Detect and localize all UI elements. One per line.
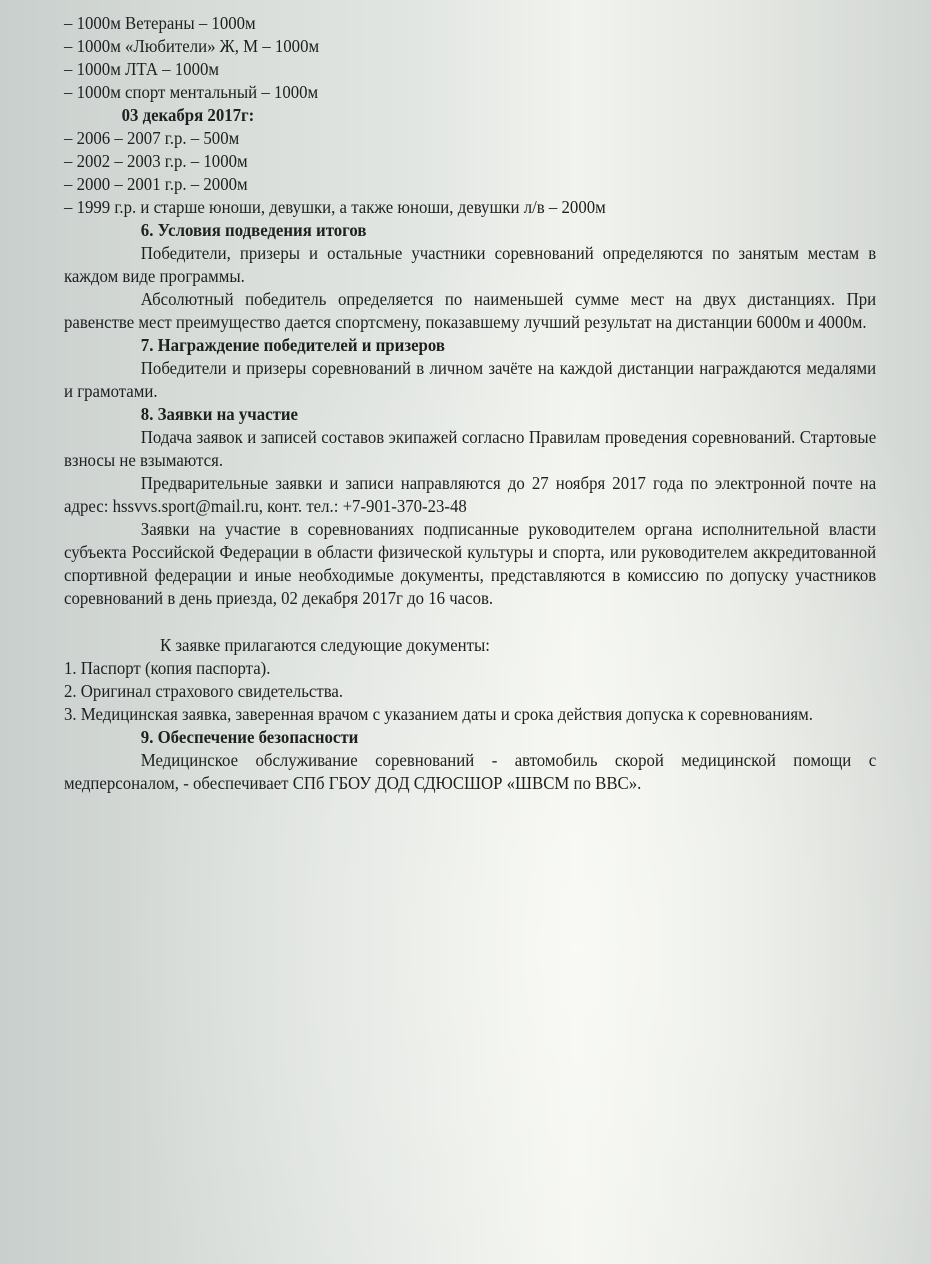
date-heading: 03 декабря 2017г: xyxy=(121,105,255,125)
paragraph: Предварительные заявки и записи направляются до 27 ноября 2017 года по электронной почте на адрес: hssvvs.sport@mail.ru, конт. тел.: +7-901-370-23-48 xyxy=(64,473,877,516)
distance-list-dec02 xyxy=(64,12,876,104)
document-item: 2. Оригинал страхового свидетельства. xyxy=(64,681,344,701)
distance-item: – 1000м Ветераны – 1000м xyxy=(64,13,256,33)
documents-list xyxy=(64,657,876,726)
paragraph: Абсолютный победитель определяется по наименьшей сумме мест на двух дистанциях. При равенстве мест преимущество дается спортсмену, показавшему лучший результат на дистанции 6000м и 4000м. xyxy=(64,289,877,332)
section-results xyxy=(64,219,876,334)
paragraph: Медицинское обслуживание соревнований - автомобиль скорой медицинской помощи с медперсоналом, - обеспечивает СПб ГБОУ ДОД СДЮСШОР «ШВСМ по ВВС». xyxy=(64,750,877,793)
section-applications xyxy=(64,403,876,726)
distance-item: – 1000м спорт ментальный – 1000м xyxy=(64,82,319,102)
section-safety xyxy=(64,726,876,795)
distance-item: – 1000м «Любители» Ж, М – 1000м xyxy=(64,36,320,56)
paragraph: Заявки на участие в соревнованиях подписанные руководителем органа исполнительной власти субъекта Российской Федерации в области физической культуры и спорта, или руководителем аккредитованной спортивной федерации и иные необходимые документы, представляются в комиссию по допуску участников соревнований в день приезда, 02 декабря 2017г до 16 часов. xyxy=(64,519,877,608)
paragraph: Победители и призеры соревнований в личном зачёте на каждой дистанции награждаются медалями и грамотами. xyxy=(64,358,877,401)
document-content xyxy=(64,12,876,795)
distance-item: – 2000 – 2001 г.р. – 2000м xyxy=(64,174,248,194)
distance-item: – 2006 – 2007 г.р. – 500м xyxy=(64,128,240,148)
distance-item: – 2002 – 2003 г.р. – 1000м xyxy=(64,151,248,171)
documents-intro: К заявке прилагаются следующие документы: xyxy=(160,635,490,655)
document-item: 3. Медицинская заявка, заверенная врачом с указанием даты и срока действия допуска к соревнованиям. xyxy=(64,704,813,724)
section-heading: 9. Обеспечение безопасности xyxy=(140,727,359,747)
section-heading: 7. Награждение победителей и призеров xyxy=(140,335,445,355)
section-heading: 8. Заявки на участие xyxy=(140,404,298,424)
section-heading: 6. Условия подведения итогов xyxy=(140,220,367,240)
document-item: 1. Паспорт (копия паспорта). xyxy=(64,658,271,678)
paragraph: Победители, призеры и остальные участники соревнований определяются по занятым местам в каждом виде программы. xyxy=(64,243,877,286)
section-awards xyxy=(64,334,876,403)
distance-item: – 1000м ЛТА – 1000м xyxy=(64,59,220,79)
distance-item: – 1999 г.р. и старше юноши, девушки, а также юноши, девушки л/в – 2000м xyxy=(64,197,606,217)
distance-list-dec03 xyxy=(64,127,876,219)
paragraph: Подача заявок и записей составов экипажей согласно Правилам проведения соревнований. Стартовые взносы не взымаются. xyxy=(64,427,877,470)
